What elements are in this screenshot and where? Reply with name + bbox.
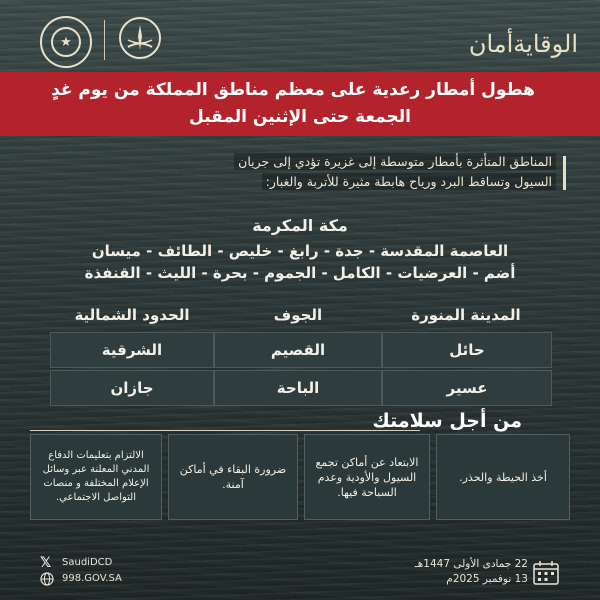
region-eastern: الشرقية <box>50 332 214 368</box>
safety-title: من أجل سلامتك <box>372 410 522 432</box>
twitter-handle[interactable]: SaudiDCD <box>62 557 113 568</box>
mecca-cities-line-1: العاصمة المقدسة - جدة - رابغ - خليص - الطائف - ميسان <box>91 242 509 260</box>
headline-line-2: الجمعة حتى الإثنين المقبل <box>189 107 411 127</box>
gregorian-date: 13 نوفمبر 2025م <box>446 573 528 585</box>
calendar-icon <box>532 560 560 586</box>
region-aljouf: الجوف <box>273 306 323 324</box>
region-madinah: المدينة المنورة <box>411 306 521 324</box>
headline-line-1: هطول أمطار رعدية على معظم مناطق المملكة من يوم غدٍ <box>51 80 535 100</box>
globe-icon <box>40 572 54 586</box>
region-qassim: القصيم <box>214 332 382 368</box>
civil-defense-logo: ★ <box>40 16 92 68</box>
safety-tip-stay-safe: ضرورة البقاء في أماكن آمنة. <box>168 434 298 520</box>
hijri-date: 22 جمادى الأولى 1447هـ <box>414 558 528 570</box>
safety-tip-avoid-floods: الابتعاد عن أماكن تجمع السيول والأودية وعدم السباحة فيها. <box>304 434 430 520</box>
safety-divider <box>30 430 420 431</box>
alwiqaya-wordmark: الوقايةأمان <box>468 30 578 58</box>
safety-tip-caution: أخذ الحيطة والحذر. <box>436 434 570 520</box>
logo-divider <box>104 20 105 60</box>
region-northern-borders: الحدود الشمالية <box>74 306 190 324</box>
intro-accent-bar <box>563 156 566 190</box>
intro-text <box>36 152 556 192</box>
saudi-emblem-icon <box>118 16 162 60</box>
intro-line-1: المناطق المتأثرة بأمطار متوسطة إلى غزيرة تؤدي إلى جريان <box>234 153 556 170</box>
mecca-cities-line-2: أضم - العرضيات - الكامل - الجموم - بحرة - الليث - القنفذة <box>84 264 516 282</box>
mecca-title: مكة المكرمة <box>252 216 348 235</box>
region-asir: عسير <box>382 370 552 406</box>
x-logo-icon: 𝕏 <box>40 555 52 571</box>
region-jazan: جازان <box>50 370 214 406</box>
safety-tip-follow-instructions: الالتزام بتعليمات الدفاع المدني المعلنة عبر وسائل الإعلام المختلفة و منصات التواصل الاجتماعي. <box>30 434 162 520</box>
headline-banner <box>0 72 600 136</box>
website-link[interactable]: 998.GOV.SA <box>62 573 122 584</box>
region-albaha: الباحة <box>214 370 382 406</box>
intro-line-2: السيول وتساقط البرد ورياح هابطة مثيرة للأتربة والغبار: <box>262 173 556 190</box>
region-hail: حائل <box>382 332 552 368</box>
